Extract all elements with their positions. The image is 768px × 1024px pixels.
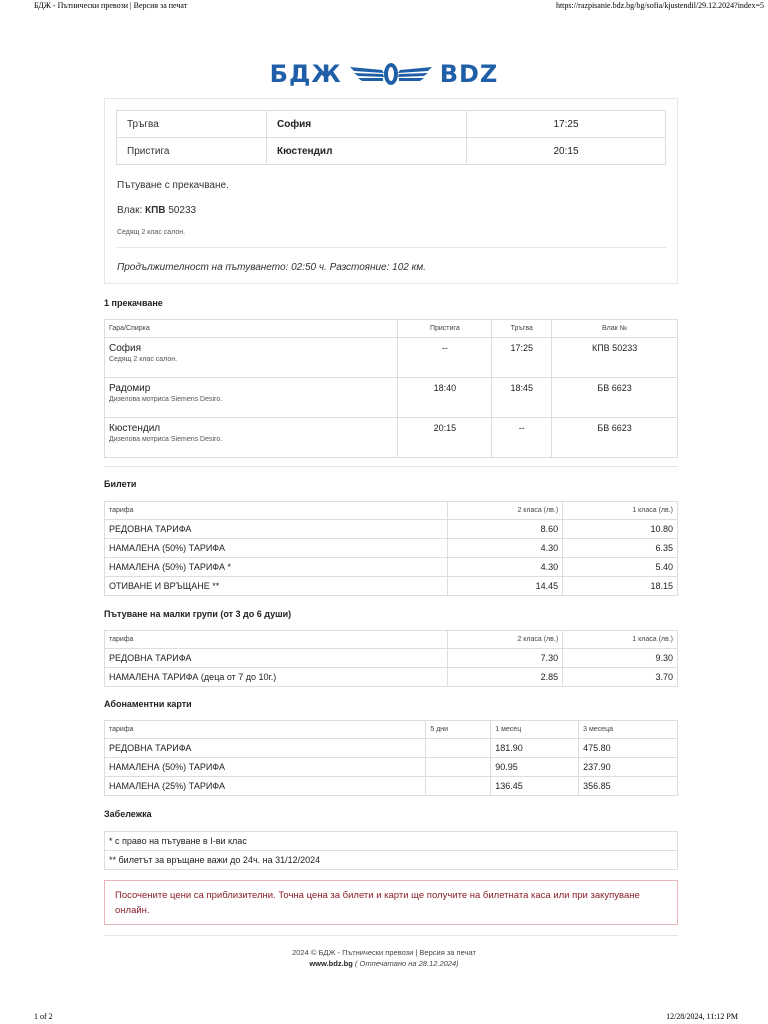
page-footer bbox=[0, 947, 768, 969]
print-page-number: 1 of 2 bbox=[34, 1012, 53, 1021]
note-item: ** билетът за връщане важи до 24ч. на 31/12/2024 bbox=[105, 851, 678, 870]
price-class1: 18.15 bbox=[563, 577, 678, 596]
table-row bbox=[105, 832, 678, 851]
stop-station: София bbox=[109, 343, 142, 354]
route-summary-table bbox=[116, 110, 666, 165]
stop-note: Дизелова мотриса Siemens Desiro. bbox=[109, 396, 223, 403]
logo-text-latin: BDZ bbox=[439, 60, 499, 88]
price-5days bbox=[426, 758, 491, 777]
col-depart: Тръгва bbox=[492, 320, 552, 338]
table-row bbox=[105, 739, 678, 758]
footer-divider bbox=[104, 935, 678, 936]
price-1month: 90.95 bbox=[491, 758, 579, 777]
col-tariff: тарифа bbox=[105, 631, 448, 649]
train-type: КПВ bbox=[145, 205, 166, 216]
groups-header-row bbox=[105, 631, 678, 649]
stop-arrive: 20:15 bbox=[398, 418, 492, 458]
tariff-name: НАМАЛЕНА (25%) ТАРИФА bbox=[105, 777, 426, 796]
tariff-name: ОТИВАНЕ И ВРЪЩАНЕ ** bbox=[105, 577, 448, 596]
price-1month: 181.90 bbox=[491, 739, 579, 758]
departure-time: 17:25 bbox=[467, 111, 666, 138]
notes-table bbox=[104, 831, 678, 870]
stop-note: Дизелова мотриса Siemens Desiro. bbox=[109, 436, 223, 443]
price-class2: 8.60 bbox=[448, 520, 563, 539]
summary-divider bbox=[117, 247, 666, 248]
table-row bbox=[105, 558, 678, 577]
train-line bbox=[117, 205, 196, 216]
arrival-label: Пристига bbox=[117, 138, 267, 165]
price-class2: 4.30 bbox=[448, 539, 563, 558]
col-class1: 1 класа (лв.) bbox=[563, 631, 678, 649]
table-row bbox=[105, 777, 678, 796]
stop-station: Кюстендил bbox=[109, 423, 161, 434]
price-class2: 14.45 bbox=[448, 577, 563, 596]
stops-table bbox=[104, 319, 678, 458]
price-3months: 475.80 bbox=[579, 739, 678, 758]
tariff-name: НАМАЛЕНА ТАРИФА (деца от 7 до 10г.) bbox=[105, 668, 448, 687]
stop-depart: -- bbox=[492, 418, 552, 458]
print-datetime: 12/28/2024, 11:12 PM bbox=[666, 1012, 738, 1021]
stop-depart: 17:25 bbox=[492, 338, 552, 378]
stop-station: Радомир bbox=[109, 383, 151, 394]
col-class1: 1 класа (лв.) bbox=[563, 502, 678, 520]
table-row bbox=[105, 539, 678, 558]
tariff-name: НАМАЛЕНА (50%) ТАРИФА bbox=[105, 758, 426, 777]
price-class1: 9.30 bbox=[563, 649, 678, 668]
bdz-logo bbox=[0, 60, 768, 90]
print-page-title: БДЖ - Пътнически превози | Версия за печат bbox=[34, 1, 188, 10]
stop-note: Седящ 2 клас салон. bbox=[109, 356, 178, 363]
price-1month: 136.45 bbox=[491, 777, 579, 796]
tariff-name: НАМАЛЕНА (50%) ТАРИФА bbox=[105, 539, 448, 558]
price-3months: 237.90 bbox=[579, 758, 678, 777]
departure-station: София bbox=[267, 111, 467, 138]
footer-copyright: 2024 © БДЖ - Пътнически превози | Версия за печат bbox=[292, 948, 476, 957]
stops-title: 1 прекачване bbox=[104, 298, 163, 308]
groups-title: Пътуване на малки групи (от 3 до 6 души) bbox=[104, 609, 292, 619]
col-train: Влак № bbox=[552, 320, 678, 338]
print-url: https://razpisanie.bdz.bg/bg/sofia/kjustendil/29.12.2024?index=5 bbox=[555, 1, 764, 10]
transfer-text: Пътуване с прекачване. bbox=[117, 180, 229, 191]
col-tariff: тарифа bbox=[105, 721, 426, 739]
price-class1: 5.40 bbox=[563, 558, 678, 577]
table-row bbox=[105, 418, 678, 458]
price-class2: 7.30 bbox=[448, 649, 563, 668]
col-1month: 1 месец bbox=[491, 721, 579, 739]
tariff-name: РЕДОВНА ТАРИФА bbox=[105, 649, 448, 668]
table-row bbox=[105, 338, 678, 378]
cards-header-row bbox=[105, 721, 678, 739]
footer-printed-date: ( Отпечатано на 28.12.2024) bbox=[354, 959, 459, 968]
price-5days bbox=[426, 739, 491, 758]
tariff-name: РЕДОВНА ТАРИФА bbox=[105, 520, 448, 539]
price-3months: 356.85 bbox=[579, 777, 678, 796]
note-item: * с право на пътуване в I-ви клас bbox=[105, 832, 678, 851]
col-3months: 3 месеца bbox=[579, 721, 678, 739]
stop-arrive: -- bbox=[398, 338, 492, 378]
price-disclaimer-alert: Посочените цени са приблизителни. Точна цена за билети и карти ще получите на билетната каса или при закупуване онлайн. bbox=[104, 880, 678, 925]
col-class2: 2 класа (лв.) bbox=[448, 502, 563, 520]
arrival-row bbox=[117, 138, 666, 165]
table-row bbox=[105, 577, 678, 596]
cards-table bbox=[104, 720, 678, 796]
tickets-title: Билети bbox=[104, 479, 137, 489]
table-row bbox=[105, 851, 678, 870]
cards-title: Абонаментни карти bbox=[104, 699, 192, 709]
price-class2: 4.30 bbox=[448, 558, 563, 577]
col-5days: 5 дни bbox=[426, 721, 491, 739]
stop-train: БВ 6623 bbox=[552, 418, 678, 458]
train-number: 50233 bbox=[168, 205, 197, 216]
price-class1: 10.80 bbox=[563, 520, 678, 539]
price-5days bbox=[426, 777, 491, 796]
stop-arrive: 18:40 bbox=[398, 378, 492, 418]
tariff-name: РЕДОВНА ТАРИФА bbox=[105, 739, 426, 758]
table-row bbox=[105, 378, 678, 418]
winged-wheel-icon bbox=[348, 61, 434, 87]
stop-train: БВ 6623 bbox=[552, 378, 678, 418]
notes-title: Забележка bbox=[104, 809, 152, 819]
table-row bbox=[105, 668, 678, 687]
stop-depart: 18:45 bbox=[492, 378, 552, 418]
departure-row bbox=[117, 111, 666, 138]
stops-header-row bbox=[105, 320, 678, 338]
stops-divider bbox=[104, 466, 678, 467]
groups-table bbox=[104, 630, 678, 687]
price-class1: 3.70 bbox=[563, 668, 678, 687]
arrival-station: Кюстендил bbox=[267, 138, 467, 165]
col-class2: 2 класа (лв.) bbox=[448, 631, 563, 649]
price-class2: 2.85 bbox=[448, 668, 563, 687]
table-row bbox=[105, 649, 678, 668]
table-row bbox=[105, 758, 678, 777]
table-row bbox=[105, 520, 678, 539]
departure-label: Тръгва bbox=[117, 111, 267, 138]
col-arrive: Пристига bbox=[398, 320, 492, 338]
train-prefix: Влак: bbox=[117, 205, 143, 216]
tariff-name: НАМАЛЕНА (50%) ТАРИФА * bbox=[105, 558, 448, 577]
col-tariff: тарифа bbox=[105, 502, 448, 520]
print-header bbox=[0, 0, 768, 14]
price-class1: 6.35 bbox=[563, 539, 678, 558]
stop-train: КПВ 50233 bbox=[552, 338, 678, 378]
logo-text-cyrillic: БДЖ bbox=[269, 60, 342, 88]
footer-site-link[interactable]: www.bdz.bg bbox=[309, 959, 353, 968]
duration-text: Продължителност на пътуването: 02:50 ч. Разстояние: 102 км. bbox=[117, 262, 426, 273]
train-class: Седящ 2 клас салон. bbox=[117, 229, 186, 236]
arrival-time: 20:15 bbox=[467, 138, 666, 165]
tickets-header-row bbox=[105, 502, 678, 520]
tickets-table bbox=[104, 501, 678, 596]
col-station: Гара/Спирка bbox=[105, 320, 398, 338]
